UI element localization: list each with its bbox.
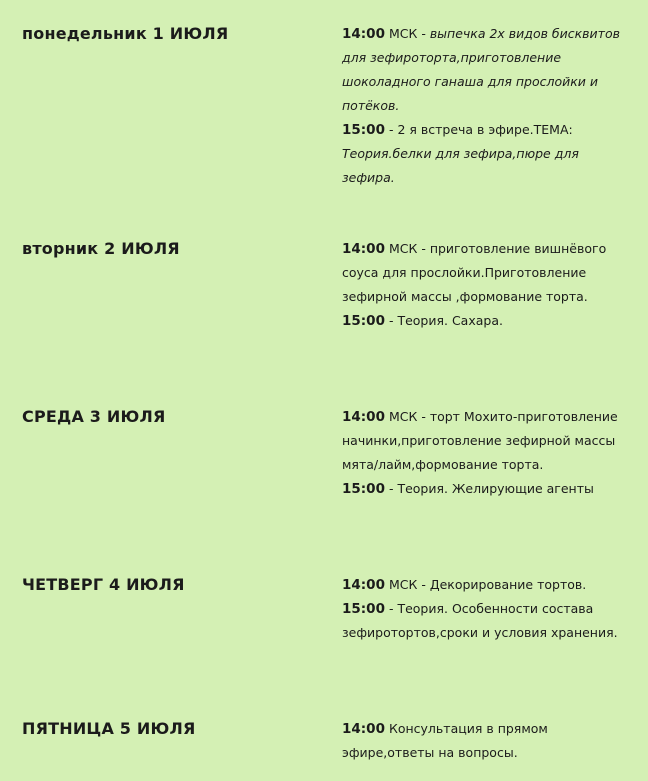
entry-text: Теория. Сахара. — [397, 313, 503, 328]
entry-text: Декорирование тортов. — [429, 577, 587, 592]
day-title-friday: ПЯТНИЦА 5 ИЮЛЯ — [22, 719, 196, 738]
entry-text: 2 я встреча в эфире.ТЕМА: — [397, 122, 573, 137]
schedule-entry — [342, 118, 632, 190]
schedule-entry — [342, 573, 632, 597]
day-schedule-friday — [342, 717, 632, 765]
entry-text: выпечка 2х видов бисквитов для зефироторта,приготовление шоколадного ганаша для прослойки и потёков. — [342, 26, 620, 113]
entry-separator: МСК - — [384, 409, 430, 424]
schedule-entry — [342, 22, 632, 118]
day-title-tuesday: вторник 2 ИЮЛЯ — [22, 239, 180, 258]
entry-separator: - — [384, 122, 398, 137]
schedule-entry — [342, 237, 632, 309]
schedule-entry — [342, 597, 632, 645]
entry-time: 14:00 — [342, 26, 385, 42]
entry-time: 15:00 — [342, 601, 385, 617]
entry-time: 14:00 — [342, 577, 385, 593]
day-title-wednesday: СРЕДА 3 ИЮЛЯ — [22, 407, 166, 426]
schedule-entry — [342, 477, 632, 501]
entry-text: Теория. Желирующие агенты — [397, 481, 594, 496]
schedule-entry — [342, 717, 632, 765]
entry-separator: - — [384, 313, 398, 328]
entry-text: Консультация в прямом эфире,ответы на вопросы. — [342, 721, 548, 760]
entry-time: 14:00 — [342, 241, 385, 257]
entry-separator: - — [384, 601, 398, 616]
entry-separator: МСК - — [384, 577, 430, 592]
entry-separator: - — [384, 481, 398, 496]
entry-separator: МСК - — [384, 241, 430, 256]
entry-time: 14:00 — [342, 409, 385, 425]
day-schedule-thursday — [342, 573, 632, 645]
entry-time: 14:00 — [342, 721, 385, 737]
entry-separator: МСК - — [384, 26, 430, 41]
schedule-entry — [342, 309, 632, 333]
schedule-entry — [342, 405, 632, 477]
entry-text: торт Мохито-приготовление начинки,приготовление зефирной массы мята/лайм,формование торта. — [342, 409, 618, 472]
day-title-thursday: ЧЕТВЕРГ 4 ИЮЛЯ — [22, 575, 185, 594]
entry-time: 15:00 — [342, 313, 385, 329]
entry-time: 15:00 — [342, 481, 385, 497]
day-schedule-tuesday — [342, 237, 632, 333]
day-schedule-wednesday — [342, 405, 632, 501]
entry-text-continued: Теория.белки для зефира,пюре для зефира. — [342, 146, 579, 185]
entry-text: приготовление вишнёвого соуса для прослойки.Приготовление зефирной массы ,формование торта. — [342, 241, 607, 304]
day-schedule-monday — [342, 22, 632, 190]
entry-text: Теория. Особенности состава зефиротортов,сроки и условия хранения. — [342, 601, 618, 640]
entry-time: 15:00 — [342, 122, 385, 138]
day-title-monday: понедельник 1 ИЮЛЯ — [22, 24, 229, 43]
